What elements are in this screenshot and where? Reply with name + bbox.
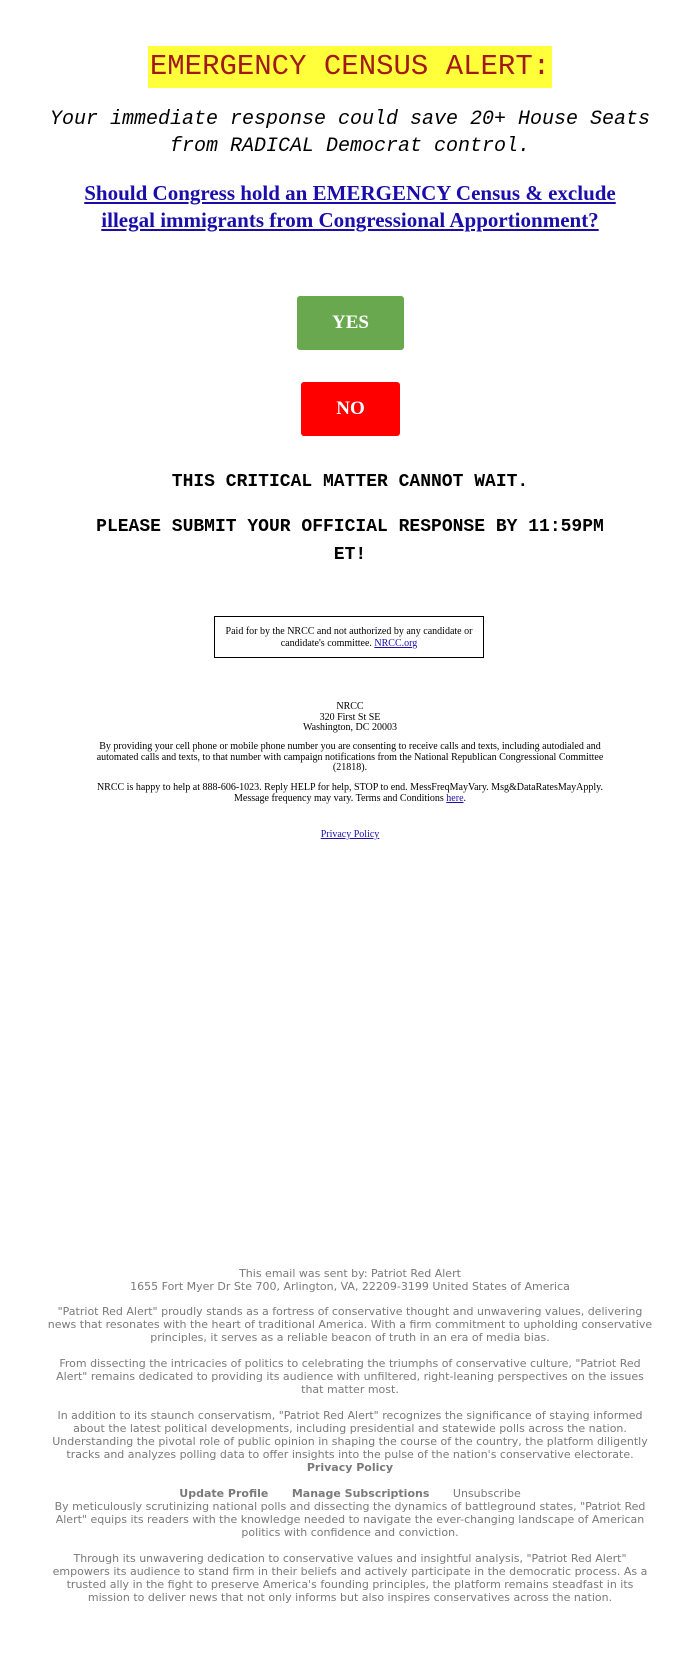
urgency-line-2: PLEASE SUBMIT YOUR OFFICIAL RESPONSE BY 11:59PM ET!: [96, 517, 604, 565]
footer-address: 1655 Fort Myer Dr Ste 700, Arlington, VA, 22209-3199 United States of America: [130, 1280, 570, 1293]
subheadline: Your immediate response could save 20+ House Seats from RADICAL Democrat control.: [49, 108, 651, 158]
footer-sent-by: This email was sent by: Patriot Red Alert: [239, 1267, 461, 1280]
footer-paragraph-5: Through its unwavering dedication to conservative values and insightful analysis, "Patriot Red Alert" empowers its audience to stand firm in their beliefs and actively participate in the democratic process. As a trusted ally in the fight to preserve America's founding principles, the platform remains steadfast in its mission to deliver news that not only informs but also inspires conservatives across the nation.: [52, 1552, 648, 1604]
org-street: 320 First St SE: [319, 711, 381, 723]
alert-headline: EMERGENCY CENSUS ALERT:: [148, 46, 552, 88]
manage-subscriptions-link[interactable]: Manage Subscriptions: [291, 1487, 430, 1500]
sms-consent-text: By providing your cell phone or mobile phone number you are consenting to receive calls and texts, including autodialed and automated calls and texts, to that number with campaign notifications from the National Republican Congressional Committee (21818).: [96, 741, 604, 773]
unsubscribe-link[interactable]: Unsubscribe: [452, 1487, 521, 1500]
footer-paragraph-1: "Patriot Red Alert" proudly stands as a fortress of conservative thought and unwavering values, delivering news that resonates with the heart of traditional America. With a firm commitment to upholding conservative principles, it serves as a reliable beacon of truth in an era of media bias.: [47, 1305, 653, 1344]
poll-question-link[interactable]: Should Congress hold an EMERGENCY Census & exclude illegal immigrants from Congressional Apportionment?: [84, 181, 616, 232]
urgency-line-1: THIS CRITICAL MATTER CANNOT WAIT.: [171, 472, 529, 492]
paid-for-disclaimer: [214, 616, 484, 658]
privacy-policy: [250, 829, 450, 841]
alert-headline-wrap: [0, 46, 700, 88]
footer-paragraph-3: In addition to its staunch conservatism, "Patriot Red Alert" recognizes the significance of staying informed about the latest political developments, including presidential and statewide polls across the nation. Understanding the pivotal role of public opinion in shaping the course of the country, the platform diligently tracks and analyzes polling data to offer insights into the pulse of the nation's conservative electorate.: [52, 1409, 648, 1461]
terms-link[interactable]: here: [446, 792, 464, 804]
poll-question: [70, 180, 630, 234]
no-button[interactable]: NO: [301, 382, 400, 436]
help-suffix: .: [463, 792, 467, 804]
org-name: NRCC: [336, 701, 364, 712]
privacy-policy-link[interactable]: Privacy Policy: [320, 829, 380, 840]
nrcc-link[interactable]: NRCC.org: [374, 638, 418, 649]
help-body: NRCC is happy to help at 888-606-1023. Reply HELP for help, STOP to end. MessFreqMayVary. Msg&DataRatesMayApply. Message frequency may vary. Terms and Conditions: [96, 782, 604, 804]
footer-privacy-policy-link[interactable]: Privacy Policy: [306, 1461, 394, 1474]
org-city: Washington, DC 20003: [303, 722, 397, 733]
footer-links: [45, 1487, 655, 1500]
yes-button[interactable]: YES: [297, 296, 404, 350]
footer-sender: [45, 1267, 655, 1293]
disclaimer-text: Paid for by the NRCC and not authorized by any candidate or candidate's committee.: [225, 626, 473, 649]
footer-paragraph-2: From dissecting the intricacies of politics to celebrating the triumphs of conservative culture, "Patriot Red Alert" remains dedicated to providing its audience with unfiltered, right-leaning perspectives on the issues that matter most.: [56, 1357, 644, 1396]
org-address: [200, 702, 500, 734]
footer-paragraph-4: By meticulously scrutinizing national polls and dissecting the dynamics of battleground states, "Patriot Red Alert" equips its readers with the knowledge needed to navigate the ever-changing landscape of American politics with confidence and conviction.: [54, 1500, 646, 1539]
update-profile-link[interactable]: Update Profile: [179, 1487, 269, 1500]
help-text: [90, 783, 610, 804]
